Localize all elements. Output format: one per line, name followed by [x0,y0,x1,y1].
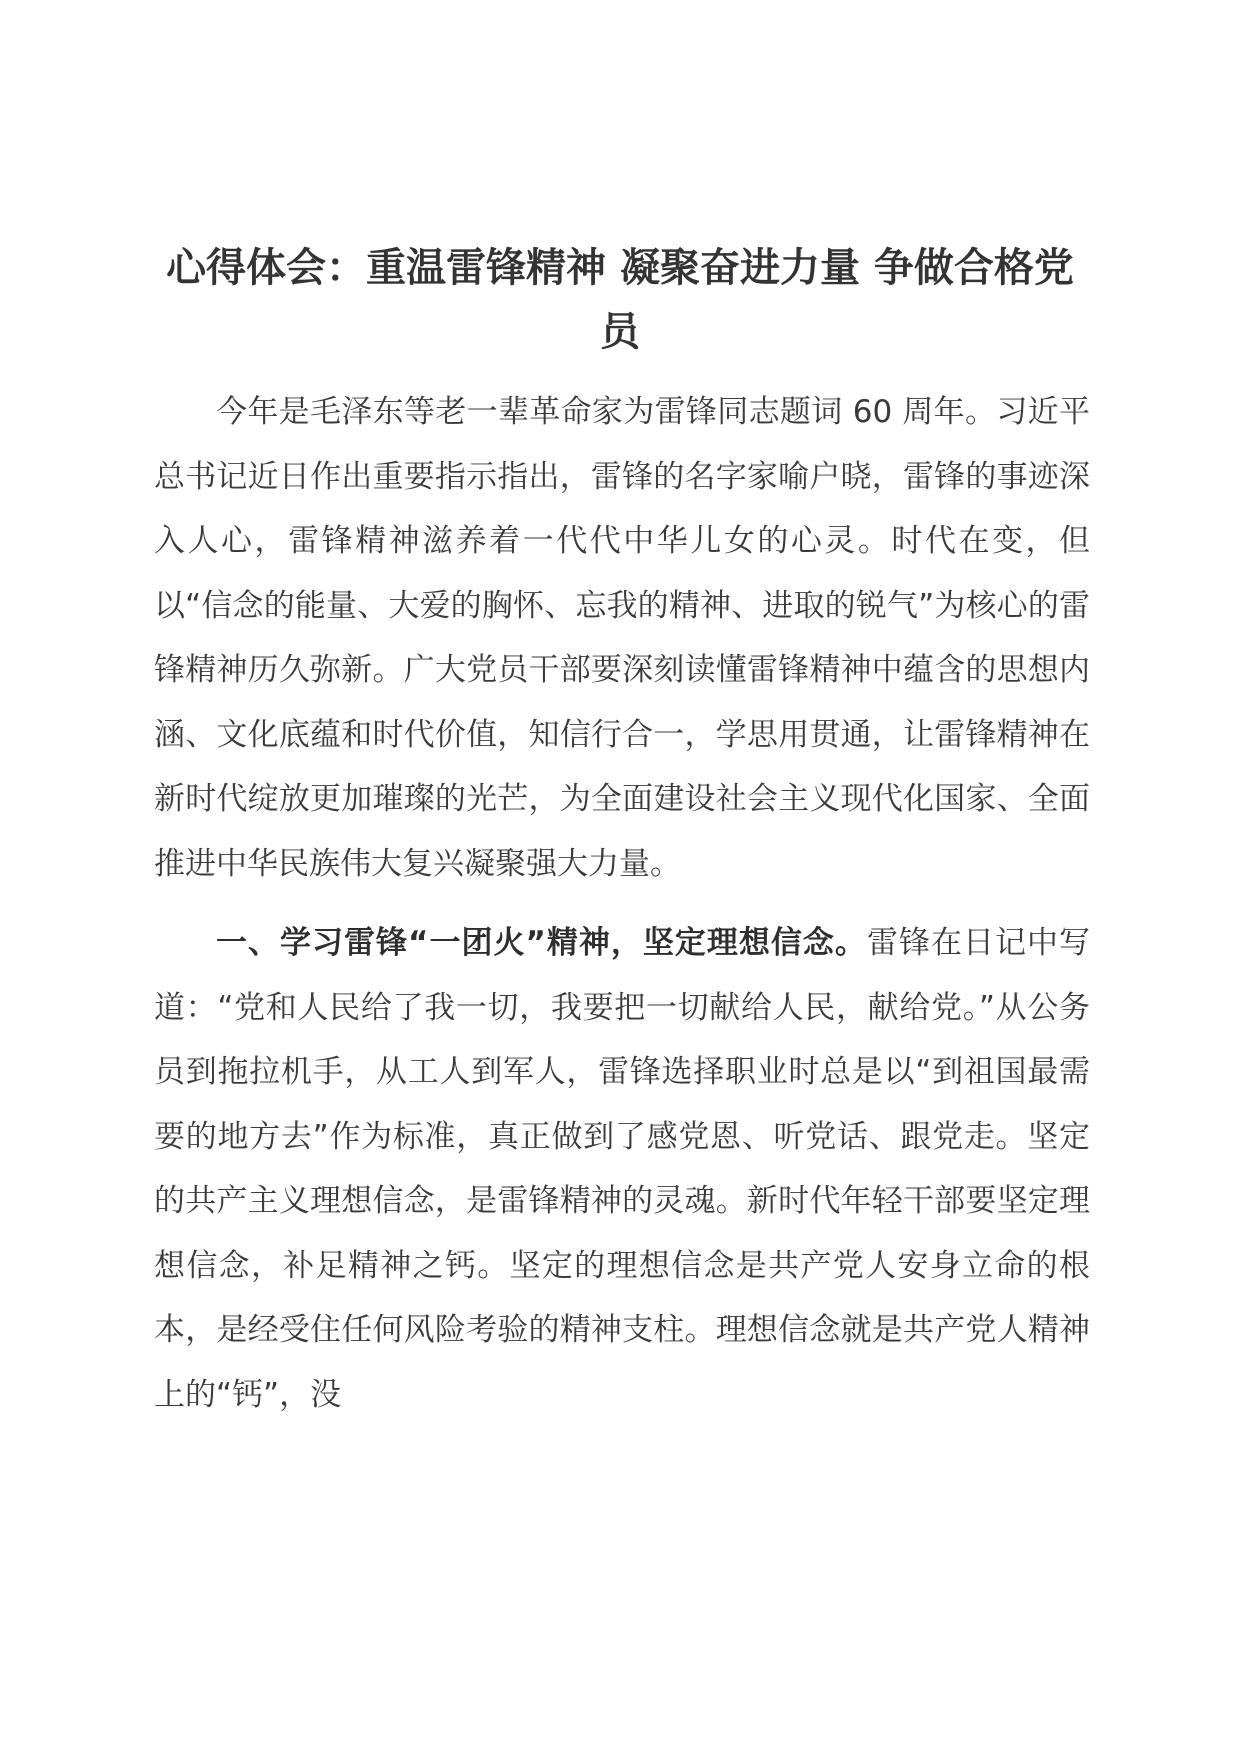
paragraph-text: 今年是毛泽东等老一辈革命家为雷锋同志题词 60 周年。习近平总书记近日作出重要指示指出，雷锋的名字家喻户晓，雷锋的事迹深入人心，雷锋精神滋养着一代代中华儿女的心灵。时代在变，但以“信念的能量、大爱的胸怀、忘我的精神、进取的锐气”为核心的雷锋精神历久弥新。广大党员干部要深刻读懂雷锋精神中蕴含的思想内涵、文化底蕴和时代价值，知信行合一，学思用贯通，让雷锋精神在新时代绽放更加璀璨的光芒，为全面建设社会主义现代化国家、全面推进中华民族伟大复兴凝聚强大力量。 [154,394,1090,882]
document-title: 心得体会：重温雷锋精神 凝聚奋进力量 争做合格党员 [166,245,1074,355]
paragraph-text: 雷锋在日记中写道：“党和人民给了我一切，我要把一切献给人民，献给党。”从公务员到拖拉机手，从工人到军人，雷锋选择职业时总是以“到祖国最需要的地方去”作为标准，真正做到了感党恩、听党话、跟党走。坚定的共产主义理想信念，是雷锋精神的灵魂。新时代年轻干部要坚定理想信念，补足精神之钙。坚定的理想信念是共产党人安身立命的根本，是经受住任何风险考验的精神支柱。理想信念就是共产党人精神上的“钙”，没 [154,925,1091,1413]
document-body [154,380,1090,1427]
section-heading: 一、学习雷锋“一团火”精神，坚定理想信念。 [216,925,867,961]
paragraph-section-one [154,911,1090,1427]
paragraph-intro [154,380,1090,896]
